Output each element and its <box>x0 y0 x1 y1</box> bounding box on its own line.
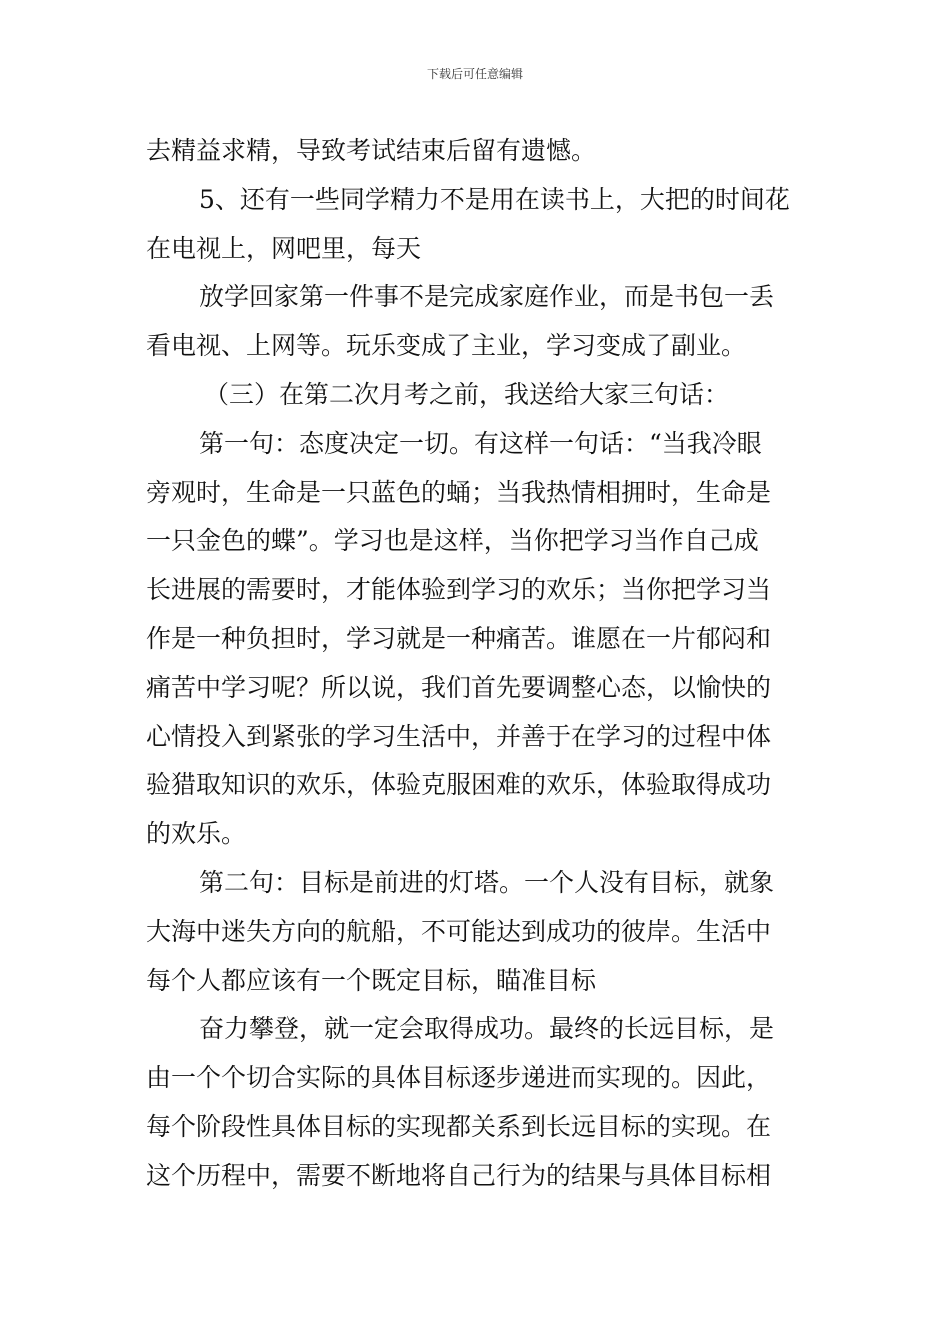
section-heading: （三）在第二次月考之前，我送给大家三句话： <box>204 379 730 409</box>
text-line: 每个阶段性具体目标的实现都关系到长远目标的实现。在 <box>146 1111 772 1141</box>
text-line: 大海中迷失方向的航船，不可能达到成功的彼岸。生活中 <box>146 916 772 946</box>
text-line: 第二句：目标是前进的灯塔。一个人没有目标，就象 <box>199 867 775 897</box>
text-line: 放学回家第一件事不是完成家庭作业，而是书包一丢 <box>199 282 775 312</box>
page-header-watermark: 下载后可任意编辑 <box>426 67 523 81</box>
text-line: 一只金色的蝶”。学习也是这样，当你把学习当作自己成 <box>146 526 759 556</box>
text-line: 5、还有一些同学精力不是用在读书上，大把的时间花 <box>199 184 790 214</box>
text-line: 旁观时，生命是一只蓝色的蛹；当我热情相拥时，生命是 <box>146 477 772 507</box>
document-body <box>146 127 808 1201</box>
text-line: 验猎取知识的欢乐，体验克服困难的欢乐，体验取得成功 <box>146 770 772 800</box>
text-line: 的欢乐。 <box>146 819 247 849</box>
text-line: 长进展的需要时，才能体验到学习的欢乐；当你把学习当 <box>146 575 772 605</box>
text-line: 由一个个切合实际的具体目标逐步递进而实现的。因此， <box>146 1063 772 1093</box>
text-line: 看电视、上网等。玩乐变成了主业，学习变成了副业。 <box>146 331 747 361</box>
text-line: 这个历程中，需要不断地将自己行为的结果与具体目标相 <box>146 1160 772 1190</box>
text-line: 每个人都应该有一个既定目标，瞄准目标 <box>146 965 597 995</box>
text-line: 心情投入到紧张的学习生活中，并善于在学习的过程中体 <box>146 721 772 751</box>
text-line: 作是一种负担时，学习就是一种痛苦。谁愿在一片郁闷和 <box>146 623 772 653</box>
text-line: 去精益求精，导致考试结束后留有遗憾。 <box>146 136 597 165</box>
text-line: 在电视上，网吧里，每天 <box>146 233 422 263</box>
text-line: 奋力攀登，就一定会取得成功。最终的长远目标，是 <box>199 1014 775 1044</box>
text-line: 痛苦中学习呢？所以说，我们首先要调整心态，以愉快的 <box>146 672 772 702</box>
text-line: 第一句：态度决定一切。有这样一句话：“当我冷眼 <box>199 428 762 458</box>
